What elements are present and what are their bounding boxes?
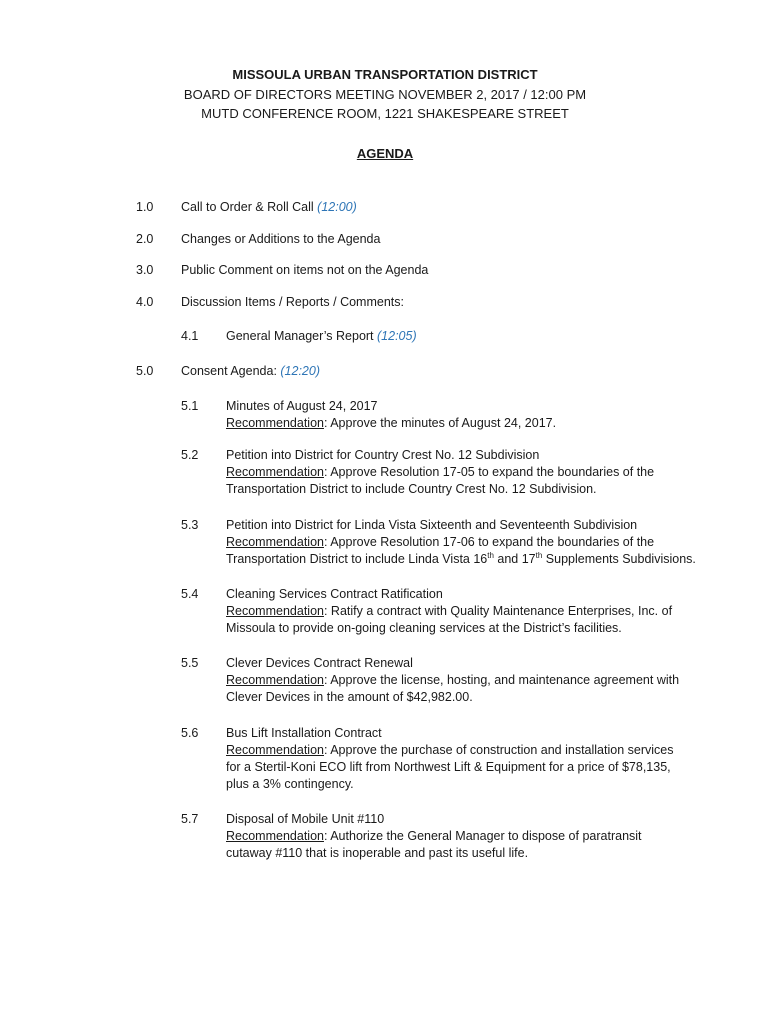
recommendation-text: : Approve the minutes of August 24, 2017. [323,416,557,430]
item-number: 2.0 [136,232,154,246]
agenda-item-gm-report [226,328,417,345]
meeting-line: BOARD OF DIRECTORS MEETING NOVEMBER 2, 2017 / 12:00 PM [183,87,587,102]
recommendation-text-part: and 17 [493,552,536,566]
recommendation-label: Recommendation [226,829,324,843]
agenda-item-call-to-order [181,199,357,216]
item-time: (12:20) [280,364,320,378]
recommendation-text: : Approve Resolution 17-05 to expand the boundaries of the [323,465,655,479]
item-title: Bus Lift Installation Contract [226,726,382,740]
org-title: MISSOULA URBAN TRANSPORTATION DISTRICT [232,67,538,82]
recommendation-text: : Approve Resolution 17-06 to expand the boundaries of the [323,535,655,549]
item-title: Minutes of August 24, 2017 [226,399,378,413]
recommendation-text: : Authorize the General Manager to dispose of paratransit [323,829,642,843]
agenda-item-public-comment: Public Comment on items not on the Agenda [181,263,429,277]
item-label: Consent Agenda: [181,364,281,378]
item-time: (12:00) [317,200,357,214]
item-number: 5.5 [181,656,199,670]
recommendation-text: plus a 3% contingency. [226,777,354,791]
item-number: 4.0 [136,295,154,309]
recommendation-text: Transportation District to include Country Crest No. 12 Subdivision. [226,482,597,496]
recommendation-label: Recommendation [226,743,324,757]
item-label: Call to Order & Roll Call [181,200,318,214]
recommendation-text: for a Stertil-Koni ECO lift from Northwest Lift & Equipment for a price of $78,135, [226,760,671,774]
recommendation-text: Missoula to provide on-going cleaning services at the District’s facilities. [226,621,622,635]
item-number: 5.0 [136,364,154,378]
consent-item-country-crest [226,447,696,498]
consent-item-linda-vista [226,517,726,568]
agenda-item-discussion: Discussion Items / Reports / Comments: [181,295,404,309]
ordinal-suffix: th [535,550,543,560]
item-label: General Manager’s Report [226,329,378,343]
agenda-item-changes: Changes or Additions to the Agenda [181,232,381,246]
recommendation-text: : Approve the license, hosting, and maintenance agreement with [323,673,680,687]
consent-item-bus-lift [226,725,696,793]
item-title: Disposal of Mobile Unit #110 [226,812,385,826]
recommendation-label: Recommendation [226,673,324,687]
recommendation [226,828,696,845]
recommendation-label: Recommendation [226,535,324,549]
recommendation [226,534,726,551]
recommendation-text: : Ratify a contract with Quality Maintenance Enterprises, Inc. of [323,604,673,618]
location-line: MUTD CONFERENCE ROOM, 1221 SHAKESPEARE STREET [201,106,569,121]
item-title: Clever Devices Contract Renewal [226,656,413,670]
item-number: 5.4 [181,587,199,601]
recommendation [226,603,696,620]
agenda-item-consent [181,363,320,380]
recommendation-text [226,551,726,568]
item-number: 5.7 [181,812,199,826]
recommendation-text: Clever Devices in the amount of $42,982.00. [226,690,473,704]
recommendation [226,464,696,481]
item-number: 5.2 [181,448,199,462]
item-number: 5.6 [181,726,199,740]
consent-item-clever-devices [226,655,696,706]
item-time: (12:05) [377,329,417,343]
recommendation-label: Recommendation [226,416,324,430]
recommendation-label: Recommendation [226,604,324,618]
recommendation [226,672,696,689]
item-title: Petition into District for Linda Vista Sixteenth and Seventeenth Subdivision [226,518,638,532]
item-number: 3.0 [136,263,154,277]
consent-item-minutes [226,398,696,432]
item-title: Cleaning Services Contract Ratification [226,587,443,601]
item-number: 4.1 [181,329,199,343]
item-number: 5.3 [181,518,199,532]
recommendation [226,415,696,432]
item-title: Petition into District for Country Crest No. 12 Subdivision [226,448,540,462]
recommendation-label: Recommendation [226,465,324,479]
consent-item-disposal [226,811,696,862]
item-number: 1.0 [136,200,154,214]
recommendation-text: cutaway #110 that is inoperable and past its useful life. [226,846,529,860]
item-number: 5.1 [181,399,199,413]
recommendation-text: : Approve the purchase of construction and installation services [323,743,674,757]
recommendation [226,742,696,759]
ordinal-suffix: th [487,550,494,560]
recommendation-text-part: Transportation District to include Linda Vista 16 [226,552,488,566]
agenda-title: AGENDA [356,146,414,161]
consent-item-cleaning [226,586,696,637]
recommendation-text-part: Supplements Subdivisions. [542,552,696,566]
